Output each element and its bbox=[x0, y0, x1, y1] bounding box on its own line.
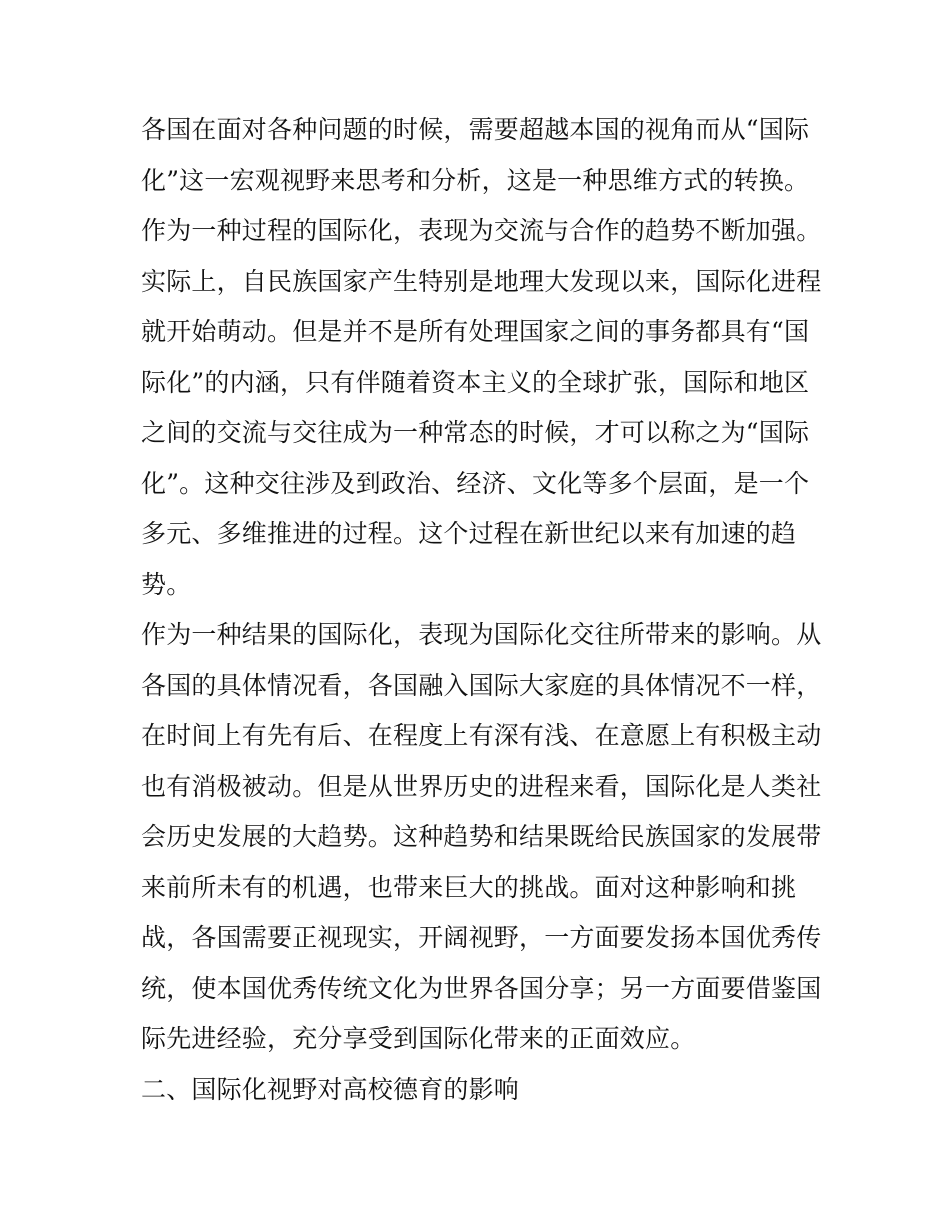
text-line-10: 势。 bbox=[141, 569, 192, 599]
text-line-2: 化”这一宏观视野来思考和分析，这是一种思维方式的转换。 bbox=[141, 165, 810, 195]
text-line-19: 际先进经验，充分享受到国际化带来的正面效应。 bbox=[141, 1024, 696, 1053]
text-line-3: 作为一种过程的国际化，表现为交流与合作的趋势不断加强。 bbox=[141, 216, 822, 245]
text-line-15: 会历史发展的大趋势。这种趋势和结果既给民族国家的发展带 bbox=[141, 822, 822, 851]
document-body bbox=[141, 105, 822, 1115]
text-line-18: 统，使本国优秀传统文化为世界各国分享；另一方面要借鉴国 bbox=[141, 973, 822, 1003]
text-line-5: 就开始萌动。但是并不是所有处理国家之间的事务都具有“国 bbox=[141, 317, 810, 346]
text-line-1: 各国在面对各种问题的时候，需要超越本国的视角而从“国际 bbox=[141, 115, 810, 144]
text-line-8: 化”。这种交往涉及到政治、经济、文化等多个层面，是一个 bbox=[141, 468, 810, 498]
text-line-7: 之间的交流与交往成为一种常态的时候，才可以称之为“国际 bbox=[141, 418, 810, 447]
text-line-13: 在时间上有先有后、在程度上有深有浅、在意愿上有积极主动 bbox=[141, 721, 822, 750]
text-line-12: 各国的具体情况看，各国融入国际大家庭的具体情况不一样， bbox=[141, 670, 822, 700]
text-line-9: 多元、多维推进的过程。这个过程在新世纪以来有加速的趋 bbox=[141, 519, 797, 548]
text-line-6: 际化”的内涵，只有伴随着资本主义的全球扩张，国际和地区 bbox=[141, 367, 810, 397]
text-line-14: 也有消极被动。但是从世界历史的进程来看，国际化是人类社 bbox=[141, 771, 822, 801]
text-line-4: 实际上，自民族国家产生特别是地理大发现以来，国际化进程 bbox=[141, 266, 822, 296]
section-heading: 二、国际化视野对高校德育的影响 bbox=[141, 1074, 520, 1104]
text-line-11: 作为一种结果的国际化，表现为国际化交往所带来的影响。从 bbox=[141, 620, 822, 649]
text-line-17: 战，各国需要正视现实，开阔视野，一方面要发扬本国优秀传 bbox=[141, 923, 822, 952]
text-line-16: 来前所未有的机遇，也带来巨大的挑战。面对这种影响和挑 bbox=[141, 872, 797, 902]
